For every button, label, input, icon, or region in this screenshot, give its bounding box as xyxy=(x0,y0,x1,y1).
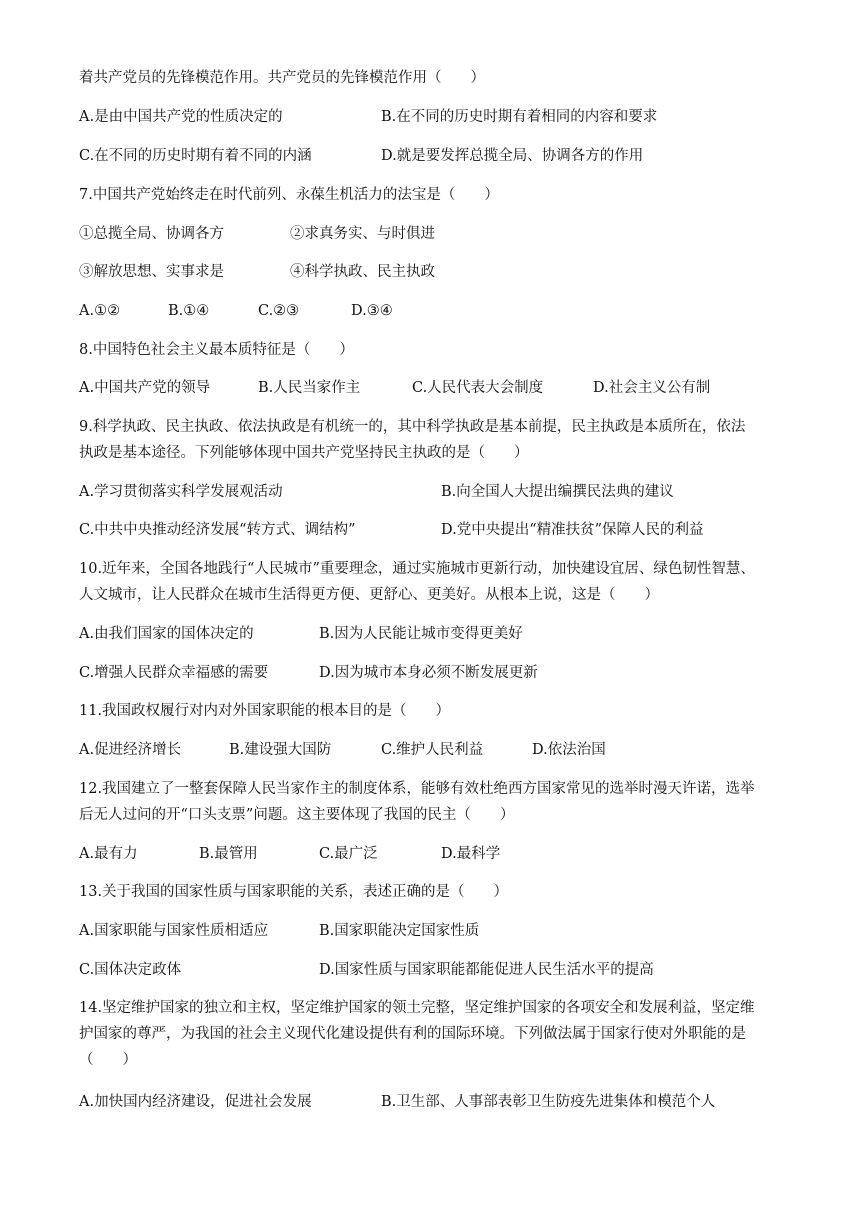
q7-option-a: A.①② xyxy=(79,303,121,319)
q7-item-3: ③解放思想、实事求是 xyxy=(79,264,224,280)
q10-option-c: C.增强人民群众幸福感的需要 xyxy=(79,665,269,681)
q6-option-a: A.是由中国共产党的性质决定的 xyxy=(79,109,283,125)
q9-option-b: B.向全国人大提出编撰民法典的建议 xyxy=(441,484,674,500)
question-7-stem: 7.中国共产党始终走在时代前列、永葆生机活力的法宝是（ ） xyxy=(79,187,499,203)
q7-option-b: B.①④ xyxy=(168,303,210,319)
q11-option-b: B.建设强大国防 xyxy=(229,742,332,758)
question-14-stem-line-2: 护国家的尊严，为我国的社会主义现代化建设提供有利的国际环境。下列做法属于国家行使对外职能的是 xyxy=(79,1026,746,1042)
q11-option-c: C.维护人民利益 xyxy=(381,742,484,758)
q11-option-a: A.促进经济增长 xyxy=(79,742,182,758)
q7-option-c: C.②③ xyxy=(258,303,300,319)
question-13-stem: 13.关于我国的国家性质与国家职能的关系，表述正确的是（ ） xyxy=(79,884,509,900)
q8-option-a: A.中国共产党的领导 xyxy=(79,380,211,396)
question-14-stem-line-1: 14.坚定维护国家的独立和主权，坚定维护国家的领土完整，坚定维护国家的各项安全和发展利益，坚定维 xyxy=(79,1000,755,1016)
question-12-stem-line-2: 后无人过问的开“口头支票”问题。这主要体现了我国的民主（ ） xyxy=(79,807,515,823)
q6-option-c: C.在不同的历史时期有着不同的内涵 xyxy=(79,148,312,164)
question-6-stem-tail: 着共产党员的先锋模范作用。共产党员的先锋模范作用（ ） xyxy=(79,70,485,86)
q12-option-a: A.最有力 xyxy=(79,846,138,862)
q13-option-d: D.国家性质与国家职能都能促进人民生活水平的提高 xyxy=(319,962,654,978)
question-9-stem-line-2: 执政是基本途径。下列能够体现中国共产党坚持民主执政的是（ ） xyxy=(79,445,529,461)
q10-option-d: D.因为城市本身必须不断发展更新 xyxy=(319,665,538,681)
q7-item-2: ②求真务实、与时俱进 xyxy=(290,226,435,242)
q13-option-a: A.国家职能与国家性质相适应 xyxy=(79,923,269,939)
q14-option-a: A.加快国内经济建设，促进社会发展 xyxy=(79,1094,312,1110)
question-9-stem-line-1: 9.科学执政、民主执政、依法执政是有机统一的，其中科学执政是基本前提，民主执政是本质所在，依法 xyxy=(79,419,746,435)
q8-option-d: D.社会主义公有制 xyxy=(593,380,711,396)
question-12-stem-line-1: 12.我国建立了一整套保障人民当家作主的制度体系，能够有效杜绝西方国家常见的选举时漫天许诺，选举 xyxy=(79,781,755,797)
question-10-stem-line-1: 10.近年来，全国各地践行“人民城市”重要理念，通过实施城市更新行动，加快建设宜居、绿色韧性智慧、 xyxy=(79,561,755,577)
q7-option-d: D.③④ xyxy=(351,303,393,319)
q13-option-c: C.国体决定政体 xyxy=(79,962,182,978)
question-8-stem: 8.中国特色社会主义最本质特征是（ ） xyxy=(79,342,354,358)
q7-item-1: ①总揽全局、协调各方 xyxy=(79,226,224,242)
q12-option-c: C.最广泛 xyxy=(319,846,378,862)
q12-option-b: B.最管用 xyxy=(199,846,258,862)
q6-option-b: B.在不同的历史时期有着相同的内容和要求 xyxy=(381,109,658,125)
q11-option-d: D.依法治国 xyxy=(532,742,606,758)
question-14-stem-line-3: （ ） xyxy=(79,1052,137,1068)
q13-option-b: B.国家职能决定国家性质 xyxy=(319,923,480,939)
q9-option-c: C.中共中央推动经济发展“转方式、调结构” xyxy=(79,522,356,538)
q8-option-c: C.人民代表大会制度 xyxy=(412,380,544,396)
q9-option-d: D.党中央提出“精准扶贫”保障人民的利益 xyxy=(441,522,704,538)
q10-option-a: A.由我们国家的国体决定的 xyxy=(79,626,254,642)
q14-option-b: B.卫生部、人事部表彰卫生防疫先进集体和模范个人 xyxy=(381,1094,716,1110)
q8-option-b: B.人民当家作主 xyxy=(258,380,361,396)
q10-option-b: B.因为人民能让城市变得更美好 xyxy=(319,626,523,642)
q12-option-d: D.最科学 xyxy=(441,846,501,862)
question-10-stem-line-2: 人文城市，让人民群众在城市生活得更方便、更舒心、更美好。从根本上说，这是（ ） xyxy=(79,587,659,603)
q7-item-4: ④科学执政、民主执政 xyxy=(290,264,435,280)
question-11-stem: 11.我国政权履行对内对外国家职能的根本目的是（ ） xyxy=(79,703,451,719)
q9-option-a: A.学习贯彻落实科学发展观活动 xyxy=(79,484,283,500)
q6-option-d: D.就是要发挥总揽全局、协调各方的作用 xyxy=(381,148,644,164)
